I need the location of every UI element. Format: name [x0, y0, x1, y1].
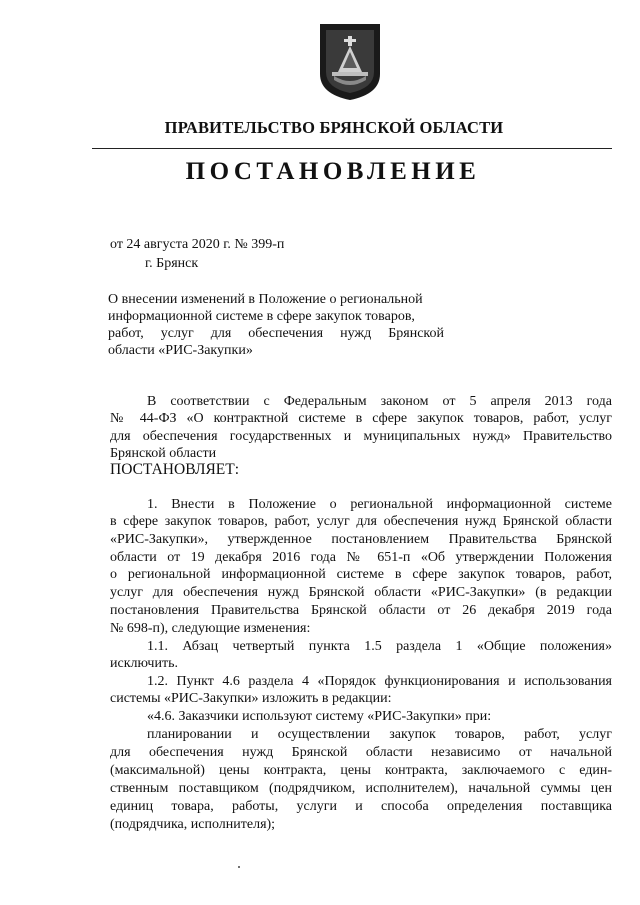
- title-line: О внесении изменений в Положение о региональной: [108, 292, 423, 307]
- preamble-line: В соответствии с Федеральным законом от 5 апреля 2013 года: [147, 394, 612, 409]
- body-line: услуг для обеспечения нужд Брянской области «РИС-Закупки» (в редакции: [110, 585, 612, 600]
- city: г. Брянск: [145, 256, 199, 271]
- body-line: исключить.: [110, 656, 178, 671]
- scan-speck: [238, 866, 240, 868]
- body-line: планировании и осуществлении закупок товаров, работ, услуг: [147, 727, 612, 742]
- body-line: (подрядчика, исполнителя);: [110, 817, 276, 832]
- body-line: «РИС-Закупки», утвержденное постановлением Правительства Брянской: [110, 532, 612, 547]
- body-line: «4.6. Заказчики используют систему «РИС-Закупки» при:: [147, 709, 492, 724]
- date-number: от 24 августа 2020 г. № 399-п: [110, 237, 285, 252]
- preamble-line: № 44-ФЗ «О контрактной системе в сфере закупок товаров, работ, услуг: [110, 411, 612, 426]
- organization-name: ПРАВИТЕЛЬСТВО БРЯНСКОЙ ОБЛАСТИ: [164, 118, 504, 137]
- body-line: для обеспечения нужд Брянской области независимо от начальной: [110, 745, 612, 760]
- preamble-line: для обеспечения государственных и муниципальных нужд» Правительство: [110, 429, 612, 444]
- decree-word: ПОСТАНОВЛЯЕТ:: [110, 461, 240, 478]
- body-line: (максимальной) цены контракта, цены контракта, заключаемого с един-: [110, 763, 612, 778]
- title-line: области «РИС-Закупки»: [108, 343, 253, 358]
- title-line: информационной системе в сфере закупок товаров,: [108, 309, 415, 324]
- title-line: работ, услуг для обеспечения нужд Брянской: [108, 326, 444, 341]
- body-line: системы «РИС-Закупки» изложить в редакции:: [110, 691, 392, 706]
- body-line: постановления Правительства Брянской области от 26 декабря 2019 года: [110, 603, 612, 618]
- header-divider: [92, 148, 612, 149]
- body-line: № 698-п), следующие изменения:: [110, 621, 311, 636]
- body-line: 1. Внести в Положение о региональной информационной системе: [147, 497, 612, 512]
- body-line: 1.2. Пункт 4.6 раздела 4 «Порядок функционирования и использования: [147, 674, 612, 689]
- body-line: в сфере закупок товаров, работ, услуг для обеспечения нужд Брянской области: [110, 514, 612, 529]
- body-line: единиц товара, работы, услуги и способа определения поставщика: [110, 799, 612, 814]
- body-line: 1.1. Абзац четвертый пункта 1.5 раздела 1 «Общие положения»: [147, 639, 612, 654]
- preamble-line: Брянской области: [110, 446, 217, 461]
- body-line: о региональной информационной системе в сфере закупок товаров, работ,: [110, 567, 612, 582]
- coat-of-arms-icon: [318, 22, 382, 102]
- body-line: области от 19 декабря 2016 года № 651-п «Об утверждении Положения: [110, 550, 612, 565]
- document-type: ПОСТАНОВЛЕНИЕ: [185, 158, 481, 185]
- body-line: ственным поставщиком (подрядчиком, исполнителем), начальной суммы цен: [110, 781, 612, 796]
